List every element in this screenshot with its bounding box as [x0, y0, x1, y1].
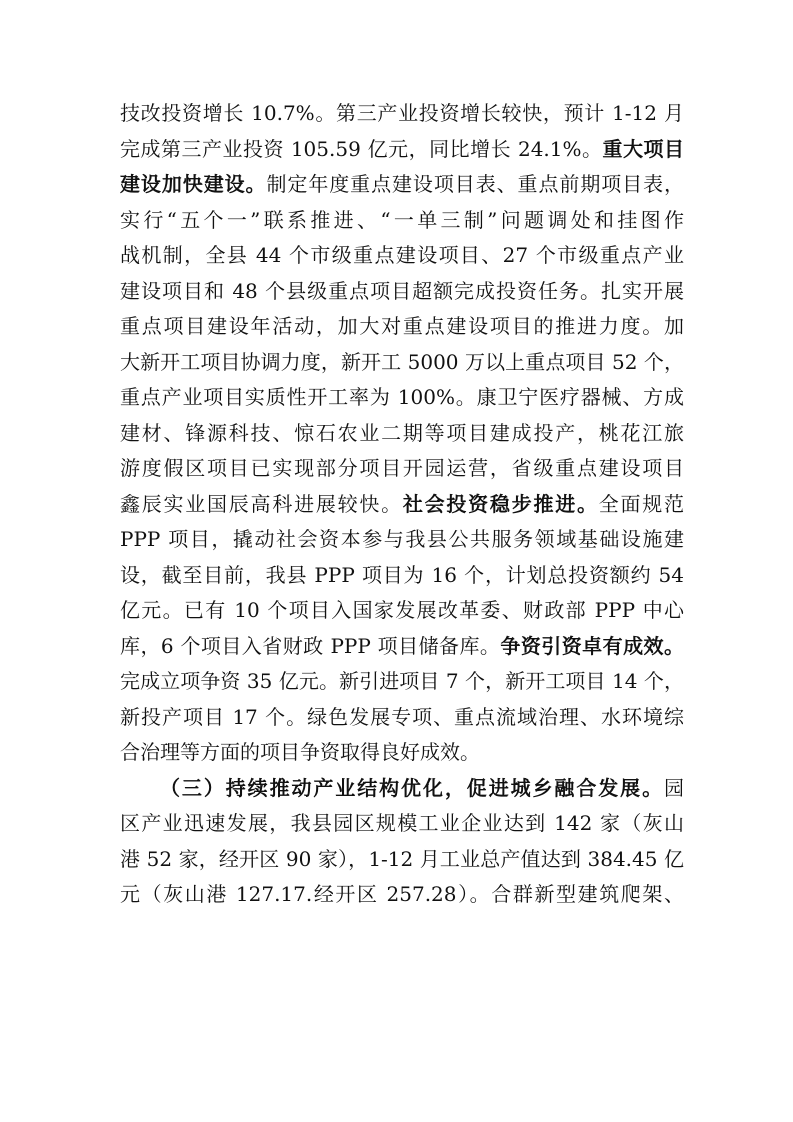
text-line-23 [120, 877, 684, 913]
text-line-14 [120, 558, 684, 594]
text-line-7 [120, 309, 684, 345]
document-page [120, 96, 684, 913]
text-line-6 [120, 274, 684, 310]
text-segment: 重点项目建设年活动，加大对重点建设项目的推进力度。加 [120, 314, 684, 338]
text-segment: 完成立项争资 35 亿元。新引进项目 7 个，新开工项目 14 个， [120, 669, 684, 693]
text-segment: 设，截至目前，我县 PPP 项目为 16 个，计划总投资额约 54 [120, 562, 684, 587]
text-line-22 [120, 842, 684, 878]
text-segment: 合治理等方面的项目争资取得良好成效。 [120, 740, 480, 764]
text-segment: 实行“五个一”联系推进、“一单三制”问题调处和挂图作 [120, 207, 684, 232]
text-line-19 [120, 735, 684, 771]
text-line-11 [120, 451, 684, 487]
text-segment: 大新开工项目协调力度，新开工 5000 万以上重点项目 52 个， [120, 349, 684, 374]
text-segment: 鑫辰实业国辰高科进展较快。 [120, 491, 403, 516]
text-segment: 游度假区项目已实现部分项目开园运营，省级重点建设项目 [120, 456, 684, 480]
text-segment: 战机制，全县 44 个市级重点建设项目、27 个市级重点产业 [120, 243, 684, 267]
text-segment: 亿元。已有 10 个项目入国家发展改革委、财政部 PPP 中心 [120, 598, 684, 622]
text-line-2 [120, 132, 684, 168]
bold-heading-segment: 建设加快建设。 [120, 172, 267, 196]
text-segment: 全面规范 [598, 491, 684, 516]
text-line-18 [120, 700, 684, 736]
section-heading-line [120, 771, 684, 807]
text-line-13 [120, 522, 684, 558]
text-segment: 制定年度重点建设项目表、重点前期项目表， [266, 172, 684, 196]
bold-heading-segment: 重大项目 [602, 136, 684, 161]
text-segment: PPP 项目，撬动社会资本参与我县公共服务领域基础设施建 [120, 527, 684, 551]
text-line-1 [120, 96, 684, 132]
text-line-4 [120, 203, 684, 239]
text-line-5 [120, 238, 684, 274]
section-heading: （三）持续推动产业结构优化，促进城乡融合发展。 [160, 775, 664, 800]
text-line-8 [120, 345, 684, 381]
text-segment: 技改投资增长 10.7%。第三产业投资增长较快，预计 1-12 月 [120, 101, 684, 125]
text-segment: 完成第三产业投资 105.59 亿元，同比增长 24.1%。 [120, 136, 603, 161]
text-segment: 港 52 家，经开区 90 家），1-12 月工业总产值达到 384.45 亿 [120, 846, 684, 871]
text-line-16 [120, 629, 684, 665]
text-line-3 [120, 167, 684, 203]
text-line-21 [120, 806, 684, 842]
text-line-10 [120, 416, 684, 452]
text-segment: 库，6 个项目入省财政 PPP 项目储备库。 [120, 633, 501, 658]
text-line-15 [120, 593, 684, 629]
text-line-9 [120, 380, 684, 416]
text-segment: 园 [664, 775, 684, 800]
text-line-17 [120, 664, 684, 700]
text-segment: 建设项目和 48 个县级重点项目超额完成投资任务。扎实开展 [120, 278, 684, 303]
bold-heading-segment: 社会投资稳步推进。 [402, 491, 599, 516]
text-segment: 新投产项目 17 个。绿色发展专项、重点流域治理、水环境综 [120, 704, 684, 729]
text-segment: 元（灰山港 127.17.经开区 257.28）。合群新型建筑爬架、 [120, 882, 684, 906]
text-segment: 建材、锋源科技、惊石农业二期等项目建成投产，桃花江旅 [120, 420, 684, 445]
text-segment: 区产业迅速发展，我县园区规模工业企业达到 142 家（灰山 [120, 811, 684, 835]
text-segment: 重点产业项目实质性开工率为 100%。康卫宁医疗器械、方成 [120, 385, 684, 409]
text-line-12 [120, 487, 684, 523]
bold-heading-segment: 争资引资卓有成效。 [500, 633, 684, 658]
